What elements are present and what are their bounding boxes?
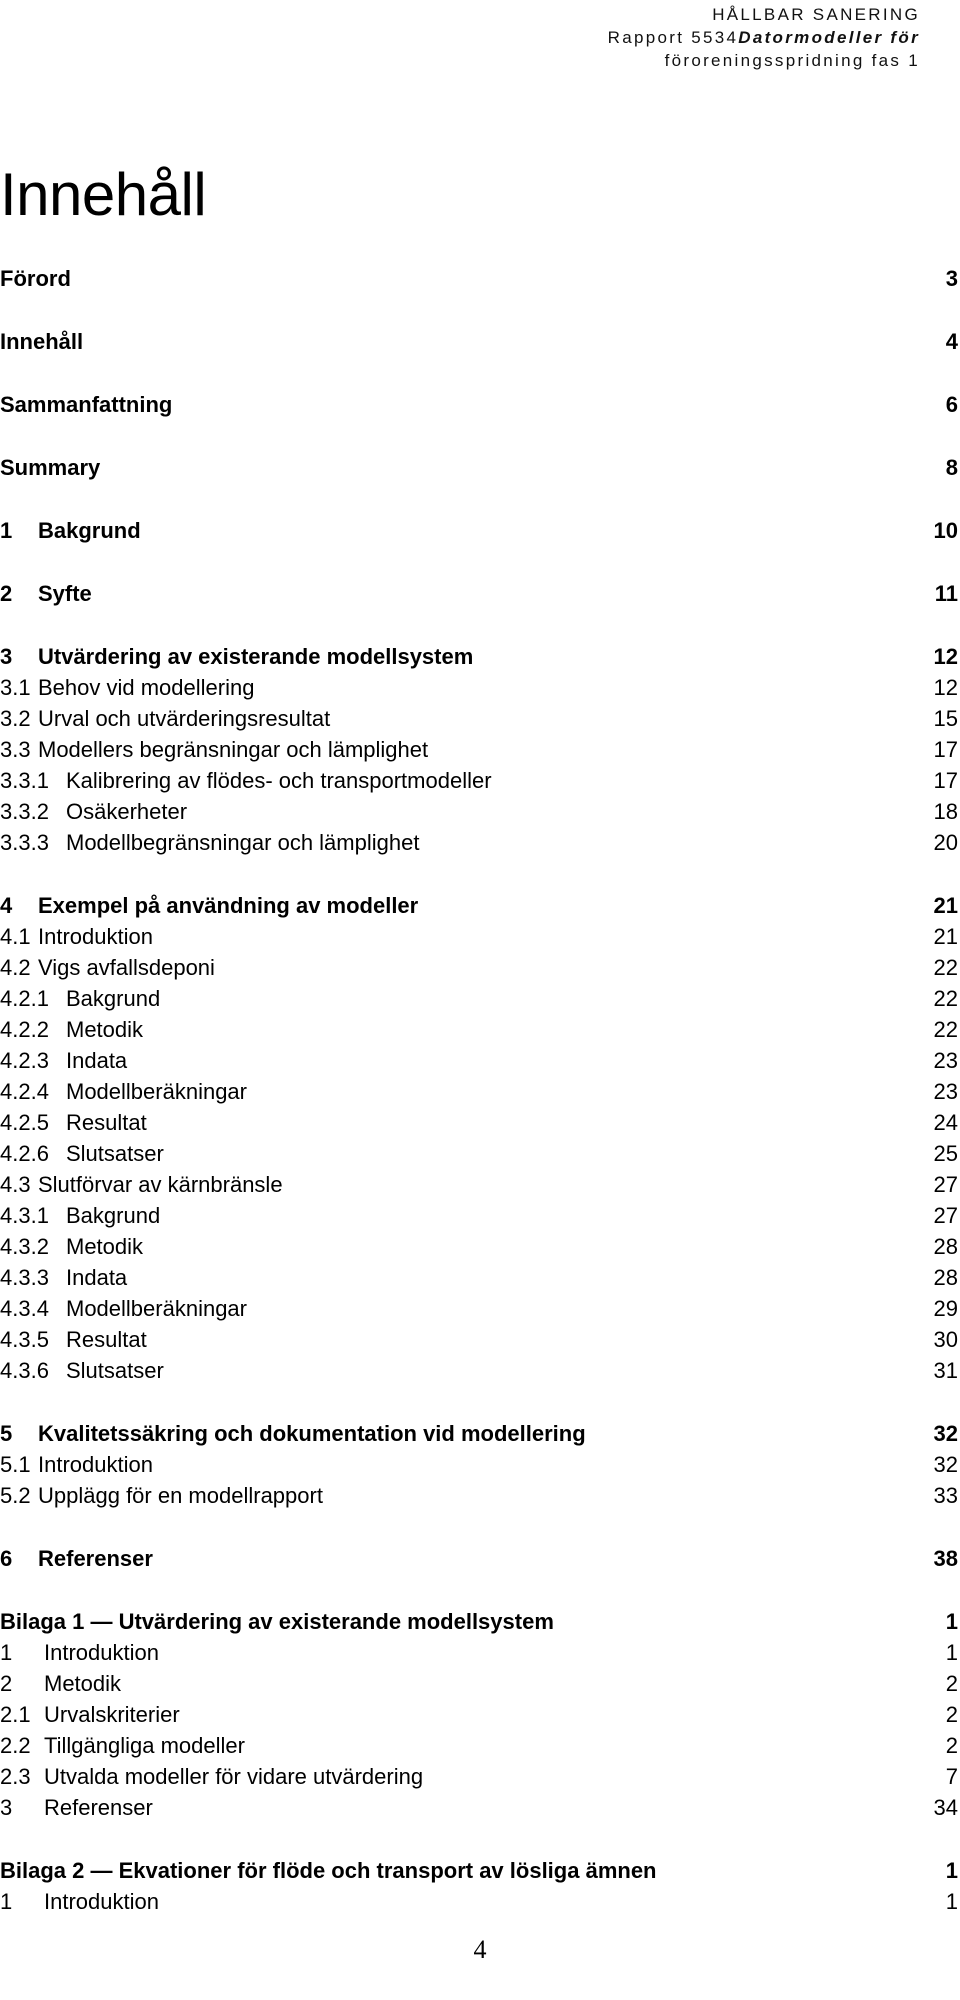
toc-entry-page: 23 [933, 1079, 958, 1104]
toc-entry-number: 5.2 [0, 1483, 31, 1508]
toc-entry-title: Bakgrund [38, 518, 141, 543]
toc-entry[interactable] [0, 797, 958, 827]
toc-entry[interactable] [0, 828, 958, 858]
toc-entry-page: 7 [945, 1764, 958, 1789]
toc-entry-page: 27 [933, 1172, 958, 1197]
toc-entry-page: 1 [945, 1609, 958, 1634]
toc-entry-number: 4.2.6 [0, 1141, 49, 1166]
toc-entry-number: 2.1 [0, 1702, 31, 1727]
toc-entry[interactable] [0, 1325, 958, 1355]
toc-entry-title: Modellberäkningar [66, 1079, 247, 1104]
toc-entry-title: Slutsatser [66, 1358, 164, 1383]
toc-entry-page: 28 [933, 1234, 958, 1259]
toc-entry-page: 1 [945, 1858, 958, 1883]
toc-entry[interactable] [0, 1419, 958, 1449]
toc-entry[interactable] [0, 1700, 958, 1730]
toc-entry[interactable] [0, 766, 958, 796]
toc-entry[interactable] [0, 704, 958, 734]
toc-entry-number: 4.2.3 [0, 1048, 49, 1073]
toc-entry-page: 22 [933, 986, 958, 1011]
header-report-title: Datormodeller för [738, 28, 920, 47]
page-number: 4 [473, 1935, 487, 1964]
toc-entry-title: Resultat [66, 1327, 147, 1352]
toc-entry-page: 25 [933, 1141, 958, 1166]
toc-entry-title: Slutsatser [66, 1141, 164, 1166]
toc-entry-number: 4.2.4 [0, 1079, 49, 1104]
toc-entry[interactable] [0, 673, 958, 703]
toc-entry-title: Metodik [66, 1234, 144, 1259]
toc-entry[interactable] [0, 516, 958, 546]
toc-entry-title: Upplägg för en modellrapport [38, 1483, 323, 1508]
toc-entry-page: 18 [933, 799, 958, 824]
toc-entry-number: 4.1 [0, 924, 31, 949]
toc-entry-page: 38 [933, 1546, 958, 1571]
toc-entry-title: Metodik [44, 1671, 122, 1696]
toc-entry-number: 3 [0, 1795, 13, 1820]
header-report-number: Rapport 5534 [607, 28, 739, 47]
toc-entry-title: Tillgängliga modeller [44, 1733, 245, 1758]
toc-entry-page: 28 [933, 1265, 958, 1290]
toc-entry-number: 4.2 [0, 955, 31, 980]
toc-entry[interactable] [0, 1077, 958, 1107]
toc-entry-number: 3.1 [0, 675, 31, 700]
toc-entry[interactable] [0, 953, 958, 983]
toc-entry-page: 29 [933, 1296, 958, 1321]
toc-entry-page: 23 [933, 1048, 958, 1073]
toc-entry-title: Bakgrund [66, 986, 161, 1011]
toc-entry-title: Urval och utvärderingsresultat [38, 706, 331, 731]
toc-entry-number: 5 [0, 1421, 13, 1446]
toc-entry-number: 3.3.1 [0, 768, 49, 793]
toc-entry[interactable] [0, 1762, 958, 1792]
toc-entry[interactable] [0, 984, 958, 1014]
toc-entry-number: 4.2.2 [0, 1017, 49, 1042]
toc-entry-page: 15 [933, 706, 958, 731]
toc-entry-page: 17 [933, 768, 958, 793]
toc-entry-title: Introduktion [38, 1452, 153, 1477]
toc-entry-number: 4 [0, 893, 13, 918]
toc-entry[interactable] [0, 579, 958, 609]
toc-entry-number: 2 [0, 581, 13, 606]
toc-entry-title: Modellers begränsningar och lämplighet [38, 737, 429, 762]
toc-entry[interactable] [0, 735, 958, 765]
toc-entry-page: 17 [933, 737, 958, 762]
toc-entry-number: 2.2 [0, 1733, 31, 1758]
toc-entry-page: 20 [933, 830, 958, 855]
toc-entry-page: 34 [933, 1795, 958, 1820]
toc-entry[interactable] [0, 1294, 958, 1324]
toc-entry-number: 4.3 [0, 1172, 31, 1197]
toc-entry[interactable] [0, 390, 958, 420]
toc-entry[interactable] [0, 922, 958, 952]
toc-entry-page: 6 [945, 392, 958, 417]
toc-entry-page: 2 [945, 1733, 958, 1758]
toc-entry-title: Indata [66, 1265, 128, 1290]
toc-entry[interactable] [0, 1856, 958, 1886]
toc-entry[interactable] [0, 1170, 958, 1200]
toc-entry-number: 4.2.5 [0, 1110, 49, 1135]
toc-entry-number: 4.3.3 [0, 1265, 49, 1290]
toc-entry[interactable] [0, 1263, 958, 1293]
toc-entry-number: 4.3.6 [0, 1358, 49, 1383]
toc-entry[interactable] [0, 1356, 958, 1386]
toc-entry[interactable] [0, 1108, 958, 1138]
toc-entry[interactable] [0, 891, 958, 921]
toc-entry-page: 24 [933, 1110, 958, 1135]
toc-entry-title: Modellberäkningar [66, 1296, 247, 1321]
toc-entry-number: 6 [0, 1546, 13, 1571]
toc-entry[interactable] [0, 1669, 958, 1699]
toc-entry[interactable] [0, 1450, 958, 1480]
toc-entry-title: Utvalda modeller för vidare utvärdering [44, 1764, 424, 1789]
toc-entry-number: 4.2.1 [0, 986, 49, 1011]
toc-entry-title: Innehåll [0, 329, 84, 354]
toc-entry-number: 4.3.1 [0, 1203, 49, 1228]
toc-entry-title: Referenser [44, 1795, 153, 1820]
toc-entry[interactable] [0, 1481, 958, 1511]
toc-entry-title: Syfte [38, 581, 92, 606]
toc-entry-title: Osäkerheter [66, 799, 188, 824]
toc-entry-title: Förord [0, 266, 71, 291]
toc-entry-title: Kvalitetssäkring och dokumentation vid modellering [38, 1421, 586, 1446]
toc-entry[interactable] [0, 1015, 958, 1045]
toc-entry-page: 27 [933, 1203, 958, 1228]
toc-entry-page: 21 [933, 924, 958, 949]
toc-entry-number: 4.3.5 [0, 1327, 49, 1352]
toc-entry-title: Referenser [38, 1546, 153, 1571]
toc-entry-title: Bakgrund [66, 1203, 161, 1228]
toc-entry-page: 12 [933, 675, 958, 700]
toc-entry[interactable] [0, 1793, 958, 1823]
toc-entry-page: 31 [933, 1358, 958, 1383]
toc-entry[interactable] [0, 1201, 958, 1231]
toc-entry[interactable] [0, 1887, 958, 1917]
toc-entry-page: 2 [945, 1702, 958, 1727]
toc-entry[interactable] [0, 327, 958, 357]
toc-entry-title: Kalibrering av flödes- och transportmodeller [66, 768, 492, 793]
toc-entry-number: 1 [0, 1640, 13, 1665]
toc-entry-number: 5.1 [0, 1452, 31, 1477]
toc-entry-title: Metodik [66, 1017, 144, 1042]
toc-entry[interactable] [0, 1232, 958, 1262]
toc-entry-title: Introduktion [44, 1640, 159, 1665]
toc-entry-page: 12 [933, 644, 958, 669]
toc-entry-title: Introduktion [38, 924, 153, 949]
toc-entry[interactable] [0, 264, 958, 294]
toc-entry-title: Vigs avfallsdeponi [38, 955, 215, 980]
toc-entry-number: 3 [0, 644, 13, 669]
toc-entry-title: Indata [66, 1048, 128, 1073]
toc-entry-title: Resultat [66, 1110, 147, 1135]
toc-entry-number: 3.3.3 [0, 830, 49, 855]
toc-entry[interactable] [0, 453, 958, 483]
toc-entry-page: 1 [945, 1889, 958, 1914]
page-title: Innehåll [0, 161, 207, 228]
toc-entry[interactable] [0, 1544, 958, 1574]
toc-entry-title: Exempel på användning av modeller [38, 893, 419, 918]
toc-entry-number: 1 [0, 518, 13, 543]
toc-entry-number: 2.3 [0, 1764, 31, 1789]
toc-entry-page: 8 [945, 455, 958, 480]
toc-entry[interactable] [0, 1607, 958, 1637]
toc-entry[interactable] [0, 1139, 958, 1169]
toc-entry-page: 22 [933, 955, 958, 980]
toc-entry-page: 33 [933, 1483, 958, 1508]
toc-entry-title: Sammanfattning [0, 392, 173, 417]
toc-entry-title: Bilaga 1 — Utvärdering av existerande modellsystem [0, 1609, 554, 1634]
header-line-3: föroreningsspridning fas 1 [664, 51, 920, 70]
toc-entry-title: Utvärdering av existerande modellsystem [38, 644, 474, 669]
toc-entry-number: 2 [0, 1671, 13, 1696]
toc-entry-page: 1 [945, 1640, 958, 1665]
toc-entry-page: 10 [933, 518, 958, 543]
toc-entry-page: 4 [945, 329, 958, 354]
toc-entry-number: 1 [0, 1889, 13, 1914]
toc-entry-page: 32 [933, 1452, 958, 1477]
toc-entry-page: 30 [933, 1327, 958, 1352]
toc-entry-page: 21 [933, 893, 958, 918]
toc-entry[interactable] [0, 1638, 958, 1668]
toc-entry-title: Behov vid modellering [38, 675, 255, 700]
toc-entry-title: Urvalskriterier [44, 1702, 180, 1727]
toc-entry-title: Slutförvar av kärnbränsle [38, 1172, 283, 1197]
toc-entry-page: 3 [945, 266, 958, 291]
toc-entry-title: Summary [0, 455, 101, 480]
toc-entry-title: Bilaga 2 — Ekvationer för flöde och transport av lösliga ämnen [0, 1858, 657, 1883]
toc-entry-number: 3.2 [0, 706, 31, 731]
toc-entry[interactable] [0, 1731, 958, 1761]
toc-entry-number: 4.3.4 [0, 1296, 49, 1321]
toc-entry-page: 22 [933, 1017, 958, 1042]
toc-entry-number: 3.3 [0, 737, 31, 762]
toc-entry-page: 2 [945, 1671, 958, 1696]
header-line-1: HÅLLBAR SANERING [712, 5, 920, 24]
toc-entry-page: 32 [933, 1421, 958, 1446]
toc-entry-page: 11 [934, 581, 958, 606]
toc-entry-number: 3.3.2 [0, 799, 49, 824]
toc-entry-title: Modellbegränsningar och lämplighet [66, 830, 420, 855]
toc-entry[interactable] [0, 1046, 958, 1076]
toc-entry[interactable] [0, 642, 958, 672]
toc-entry-number: 4.3.2 [0, 1234, 49, 1259]
toc-entry-title: Introduktion [44, 1889, 159, 1914]
